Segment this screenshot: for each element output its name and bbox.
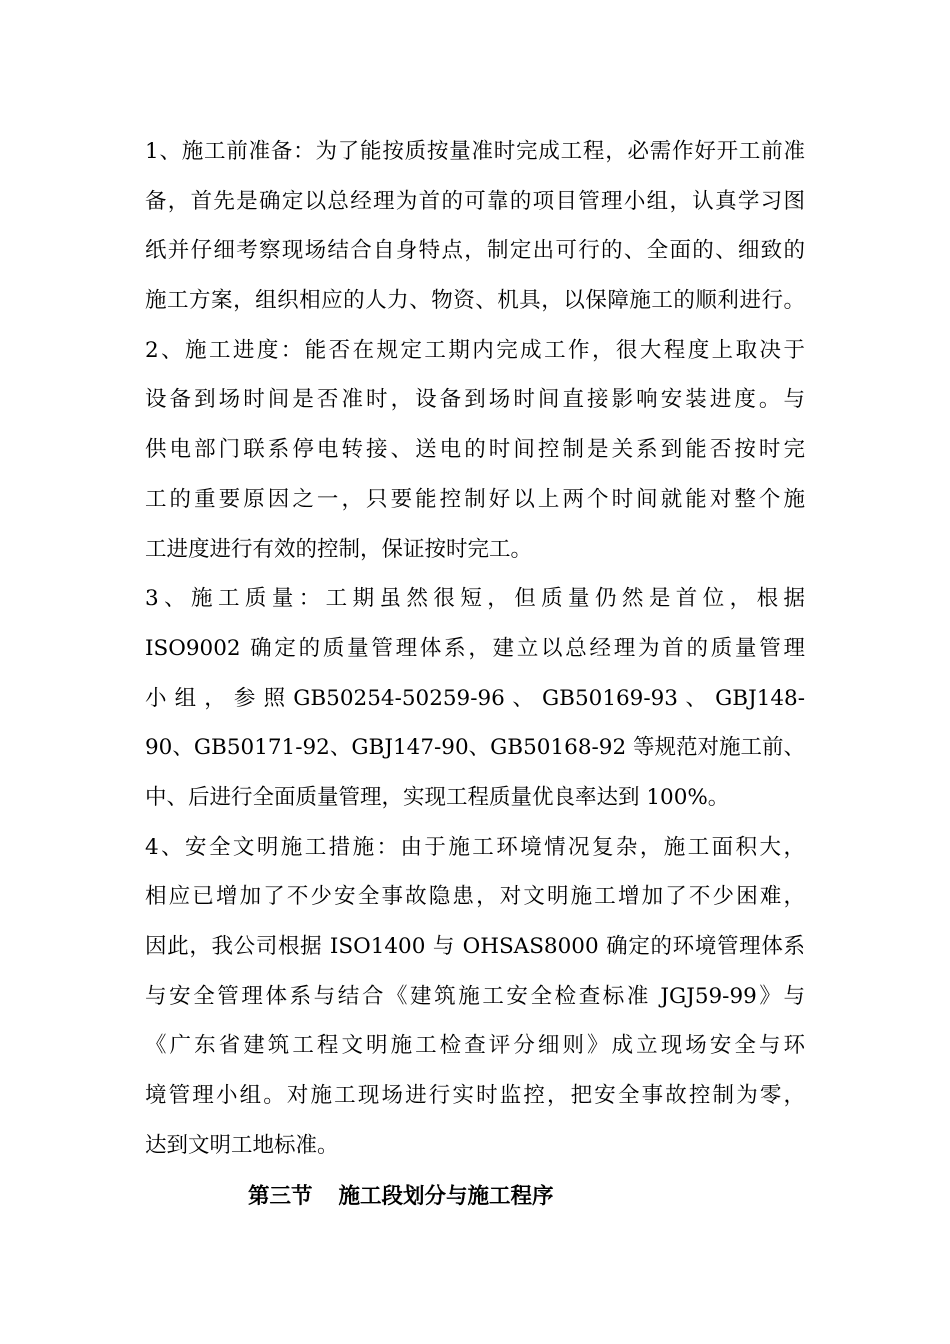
text-line: 1、施工前准备：为了能按质按量准时完成工程，必需作好开工前准 xyxy=(145,139,805,164)
text-line: 小 组 ， 参 照 GB50254-50259-96 、 GB50169-93 、 GBJ148- xyxy=(145,685,805,711)
text-line: 中、后进行全面质量管理，实现工程质量优良率达到 100%。 xyxy=(145,784,730,810)
text-line: 《广东省建筑工程文明施工检查评分细则》成立现场安全与环 xyxy=(145,1033,805,1059)
section-number: 第三节 xyxy=(248,1184,313,1209)
text-line: ISO9002 确定的质量管理体系，建立以总经理为首的质量管理 xyxy=(145,635,805,661)
section-title: 施工段划分与施工程序 xyxy=(338,1184,554,1209)
body-text xyxy=(145,127,825,1170)
text-line: 纸并仔细考察现场结合自身特点，制定出可行的、全面的、细致的 xyxy=(145,238,805,264)
text-line: 2、施工进度：能否在规定工期内完成工作，很大程度上取决于 xyxy=(145,337,805,363)
text-line: 工的重要原因之一，只要能控制好以上两个时间就能对整个施 xyxy=(145,486,805,512)
text-line: 设备到场时间是否准时，设备到场时间直接影响安装进度。与 xyxy=(145,387,805,413)
section-heading xyxy=(248,1172,554,1222)
text-line: 与安全管理体系与结合《建筑施工安全检查标准 JGJ59-99》与 xyxy=(145,983,805,1009)
text-line: 供电部门联系停电转接、送电的时间控制是关系到能否按时完 xyxy=(145,437,805,463)
text-line: 境管理小组。对施工现场进行实时监控，把安全事故控制为零， xyxy=(145,1083,805,1109)
text-line: 因此，我公司根据 ISO1400 与 OHSAS8000 确定的环境管理体系 xyxy=(145,934,805,959)
text-line: 施工方案，组织相应的人力、物资、机具，以保障施工的顺利进行。 xyxy=(145,288,805,314)
text-line: 90、GB50171-92、GBJ147-90、GB50168-92 等规范对施工前、 xyxy=(145,735,805,761)
text-line: 4、安全文明施工措施：由于施工环境情况复杂，施工面积大， xyxy=(145,834,805,860)
text-line: 达到文明工地标准。 xyxy=(145,1132,339,1158)
text-line: 备，首先是确定以总经理为首的可靠的项目管理小组，认真学习图 xyxy=(145,188,805,214)
text-line: 工进度进行有效的控制，保证按时完工。 xyxy=(145,536,533,562)
text-line: 3、施工质量：工期虽然很短，但质量仍然是首位，根据 xyxy=(145,586,805,612)
text-line: 相应已增加了不少安全事故隐患，对文明施工增加了不少困难， xyxy=(145,884,805,910)
